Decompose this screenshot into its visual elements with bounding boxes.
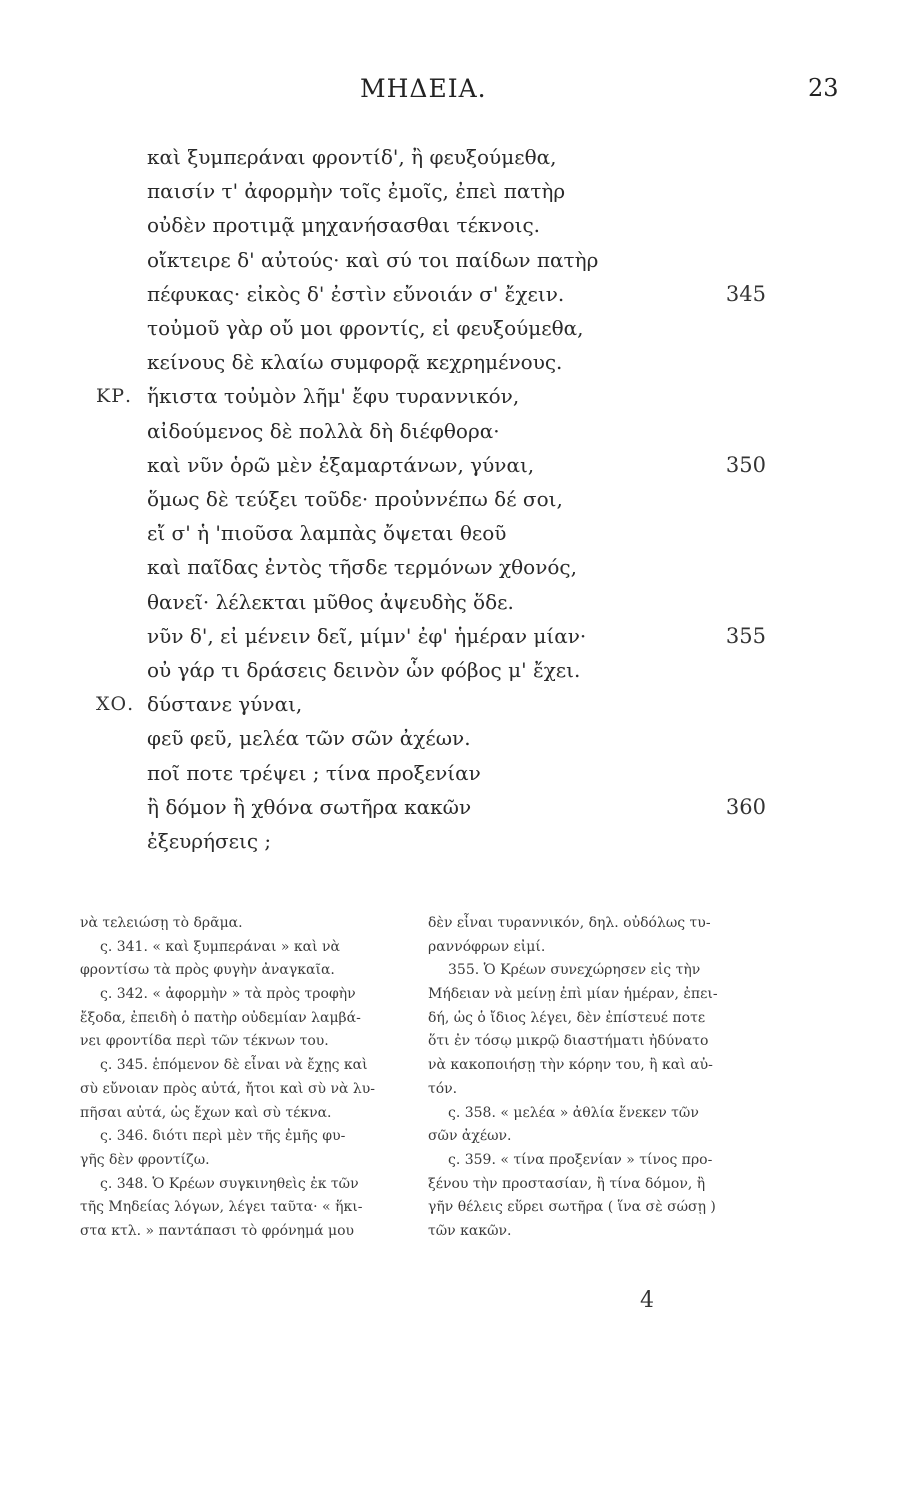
footnote-line: νὰ κακοποιήσῃ τὴν κόρην του, ἢ καὶ αὐ- <box>428 1057 713 1074</box>
footnote-line: ραννόφρων εἰμί. <box>428 938 546 955</box>
running-title: ΜΗΔΕΙΑ. <box>360 74 487 103</box>
verse-line: φεῦ φεῦ, μελέα τῶν σῶν ἀχέων. <box>147 726 471 751</box>
speaker-label: ΧΟ. <box>96 693 135 716</box>
speaker-label: ΚΡ. <box>96 385 133 408</box>
verse-line: οὐδὲν προτιμᾷ μηχανήσασθαι τέκνοις. <box>147 213 541 238</box>
verse-line: οὐ γάρ τι δράσεις δεινὸν ὧν φόβος μ' ἔχει. <box>147 658 581 682</box>
footnote-line: τόν. <box>428 1080 458 1097</box>
footnote-line: φροντίσω τὰ πρὸς φυγὴν ἀναγκαῖα. <box>80 962 335 979</box>
footnote-line: ς. 346. διότι περὶ μὲν τῆς ἐμῆς φυ- <box>100 1128 346 1145</box>
verse-line: θανεῖ· λέλεκται μῦθος ἀψευδὴς ὅδε. <box>147 589 514 614</box>
footnote-line: ς. 358. « μελέα » ἀθλία ἕνεκεν τῶν <box>448 1104 699 1121</box>
verse-line: ποῖ ποτε τρέψει ; τίνα προξενίαν <box>147 760 481 785</box>
footnote-line: ς. 341. « καὶ ξυμπεράναι » καὶ νὰ <box>100 938 341 955</box>
footnote-line: τῆς Μηδείας λόγων, λέγει ταῦτα· « ἥκι- <box>80 1199 363 1216</box>
footnote-line: ὅτι ἐν τόσῳ μικρῷ διαστήματι ἠδύνατο <box>428 1033 709 1050</box>
line-number: 345 <box>725 281 766 306</box>
verse-line: καὶ ξυμπεράναι φροντίδ', ἢ φευξούμεθα, <box>147 145 557 169</box>
verse-line: ὅμως δὲ τεύξει τοῦδε· προὐννέπω δέ σοι, <box>147 487 563 511</box>
footnote-line: δή, ὡς ὁ ἴδιος λέγει, δὲν ἐπίστευέ ποτε <box>428 1009 706 1026</box>
footnote-line: ς. 342. « ἀφορμὴν » τὰ πρὸς τροφὴν <box>100 986 356 1003</box>
footnote-line: πῆσαι αὐτά, ὡς ἔχων καὶ σὺ τέκνα. <box>80 1104 332 1121</box>
verse-line: καὶ νῦν ὁρῶ μὲν ἐξαμαρτάνων, γύναι, <box>147 452 535 477</box>
footnote-line: ς. 345. ἑπόμενον δὲ εἶναι νὰ ἔχῃς καὶ <box>100 1057 368 1074</box>
verse-line: κείνους δὲ κλαίω συμφορᾷ κεχρημένους. <box>147 350 563 375</box>
footnote-line: γῆν θέλεις εὕρει σωτῆρα ( ἵνα σὲ σώσῃ ) <box>428 1199 716 1216</box>
page-number: 23 <box>808 74 839 102</box>
footnote-line: τῶν κακῶν. <box>428 1222 512 1239</box>
verse-line: οἴκτειρε δ' αὐτούς· καὶ σύ τοι παίδων πατὴρ <box>147 247 599 272</box>
footnote-line: σὺ εὔνοιαν πρὸς αὐτά, ἤτοι καὶ σὺ νὰ λυ- <box>80 1080 376 1097</box>
footnote-line: 355. Ὁ Κρέων συνεχώρησεν εἰς τὴν <box>448 962 701 979</box>
verse-line: αἰδούμενος δὲ πολλὰ δὴ διέφθορα· <box>147 418 500 443</box>
footnote-line: στα κτλ. » παντάπασι τὸ φρόνημά μου <box>80 1222 355 1239</box>
footnote-line: νὰ τελειώσῃ τὸ δρᾶμα. <box>80 915 243 931</box>
verse-line: ἢ δόμον ἢ χθόνα σωτῆρα κακῶν <box>147 794 472 819</box>
footnote-line: δὲν εἶναι τυραννικόν, δηλ. οὐδόλως τυ- <box>428 915 711 931</box>
verse-line: εἴ σ' ἡ 'πιοῦσα λαμπὰς ὄψεται θεοῦ <box>147 521 507 546</box>
footnote-line: ξένου τὴν προστασίαν, ἢ τίνα δόμον, ἢ <box>428 1175 706 1192</box>
verse-line: ἐξευρήσεις ; <box>147 829 272 853</box>
footnotes-right-column <box>428 912 768 1244</box>
verse-line: δύστανε γύναι, <box>147 692 303 717</box>
footnote-line: ἔξοδα, ἐπειδὴ ὁ πατὴρ οὐδεμίαν λαμβά- <box>80 1009 361 1026</box>
signature-mark: 4 <box>640 1288 654 1313</box>
verse-line: ἥκιστα τοὐμὸν λῆμ' ἔφυ τυραννικόν, <box>147 384 520 409</box>
footnote-line: ς. 359. « τίνα προξενίαν » τίνος προ- <box>448 1151 713 1168</box>
line-number: 355 <box>725 623 766 648</box>
footnote-line: ς. 348. Ὁ Κρέων συγκινηθεὶς ἐκ τῶν <box>100 1175 359 1192</box>
line-number: 360 <box>725 794 766 819</box>
verse-line: καὶ παῖδας ἐντὸς τῆσδε τερμόνων χθονός, <box>147 555 577 580</box>
line-number: 350 <box>725 452 766 477</box>
verse-line: τοὐμοῦ γὰρ οὔ μοι φροντίς, εἰ φευξούμεθα, <box>147 316 584 340</box>
footnote-line: Μήδειαν νὰ μείνῃ ἐπὶ μίαν ἡμέραν, ἐπει- <box>428 986 718 1003</box>
footnote-line: νει φροντίδα περὶ τῶν τέκνων του. <box>80 1033 329 1050</box>
footnotes-left-column <box>80 912 422 1244</box>
verse-line: πέφυκας· εἰκὸς δ' ἐστὶν εὔνοιάν σ' ἔχειν. <box>147 281 565 306</box>
verse-line: νῦν δ', εἰ μένειν δεῖ, μίμν' ἐφ' ἡμέραν μίαν· <box>147 623 587 648</box>
footnote-line: γῆς δὲν φροντίζω. <box>80 1151 210 1168</box>
verse-line: παισίν τ' ἀφορμὴν τοῖς ἐμοῖς, ἐπεὶ πατὴρ <box>147 179 566 204</box>
footnote-line: σῶν ἀχέων. <box>428 1128 512 1145</box>
